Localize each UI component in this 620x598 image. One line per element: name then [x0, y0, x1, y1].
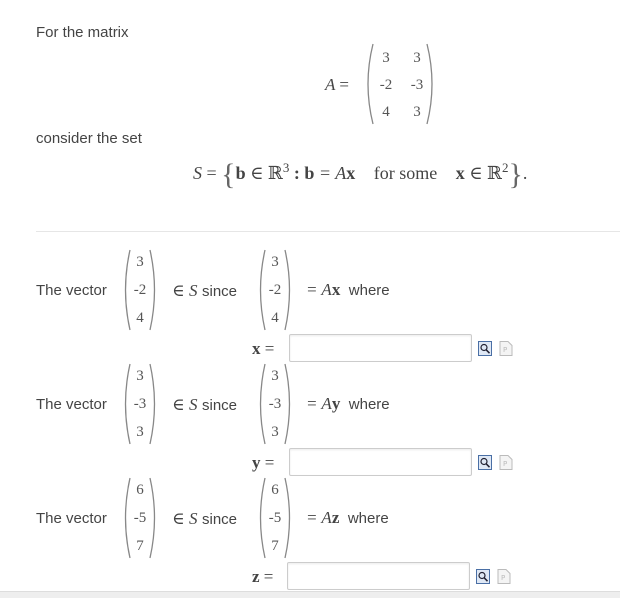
vector-right: [253, 248, 297, 332]
matrix-cell: 3: [382, 50, 390, 66]
row-label: The vector: [36, 282, 107, 299]
equation-text: = Ax where: [306, 280, 390, 299]
answer-label: y =: [252, 453, 275, 472]
magnifier-preview-icon[interactable]: [476, 569, 490, 584]
vector-cell: -5: [133, 510, 147, 526]
vector-cell: -3: [133, 396, 147, 412]
vector-cell: 6: [136, 482, 144, 498]
vector-cell: 3: [271, 254, 279, 270]
consider-text: consider the set: [36, 130, 142, 147]
answer-label: z =: [252, 567, 274, 586]
matrix-cell: 4: [382, 104, 390, 120]
vector-cell: -3: [268, 396, 282, 412]
vector-cell: -2: [133, 282, 147, 298]
matrix-cell: -2: [379, 77, 393, 93]
vector-cell: 3: [271, 368, 279, 384]
vector-cell: 3: [136, 424, 144, 440]
row-label: The vector: [36, 396, 107, 413]
membership-text: ∈ S since: [172, 509, 238, 528]
row-label: The vector: [36, 510, 107, 527]
answer-z-input[interactable]: [287, 562, 470, 590]
vector-cell: 3: [271, 424, 279, 440]
magnifier-preview-icon[interactable]: [478, 341, 492, 356]
equation-text: = Ay where: [306, 394, 390, 413]
section-divider: [36, 231, 620, 232]
svg-text:P: P: [501, 574, 506, 582]
answer-label: x =: [252, 339, 275, 358]
row-3: [0, 476, 620, 592]
bottom-bar: [0, 591, 620, 598]
vector-cell: -5: [268, 510, 282, 526]
matrix-symbol: A =: [325, 75, 349, 94]
membership-text: ∈ S since: [172, 281, 238, 300]
intro-text: For the matrix: [36, 24, 129, 41]
equation-text: = Az where: [306, 508, 389, 527]
document-help-icon[interactable]: [497, 569, 511, 584]
vector-cell: 6: [271, 482, 279, 498]
document-help-icon[interactable]: [499, 341, 513, 356]
document-help-icon[interactable]: [499, 455, 513, 470]
vector-right: [253, 362, 297, 446]
set-definition: S = {b ∈ ℝ$^3$ : b = Ax for some x ∈ ℝ$^2$}.: [193, 158, 528, 191]
answer-x-input[interactable]: [289, 334, 472, 362]
left-paren-icon: [360, 42, 376, 126]
vector-cell: 7: [271, 538, 279, 554]
vector-left: [118, 476, 162, 560]
matrix-cell: 3: [413, 104, 421, 120]
vector-left: [118, 248, 162, 332]
vector-right: [253, 476, 297, 560]
matrix-a: [360, 42, 440, 126]
row-2: [0, 362, 620, 480]
vector-cell: 4: [271, 310, 279, 326]
svg-text:P: P: [503, 460, 508, 468]
membership-text: ∈ S since: [172, 395, 238, 414]
magnifier-preview-icon[interactable]: [478, 455, 492, 470]
vector-cell: -2: [268, 282, 282, 298]
vector-cell: 4: [136, 310, 144, 326]
row-1: [0, 248, 620, 366]
vector-left: [118, 362, 162, 446]
vector-cell: 3: [136, 254, 144, 270]
vector-cell: 3: [136, 368, 144, 384]
vector-cell: 7: [136, 538, 144, 554]
svg-text:P: P: [503, 346, 508, 354]
answer-y-input[interactable]: [289, 448, 472, 476]
matrix-cell: 3: [413, 50, 421, 66]
matrix-cell: -3: [410, 77, 424, 93]
